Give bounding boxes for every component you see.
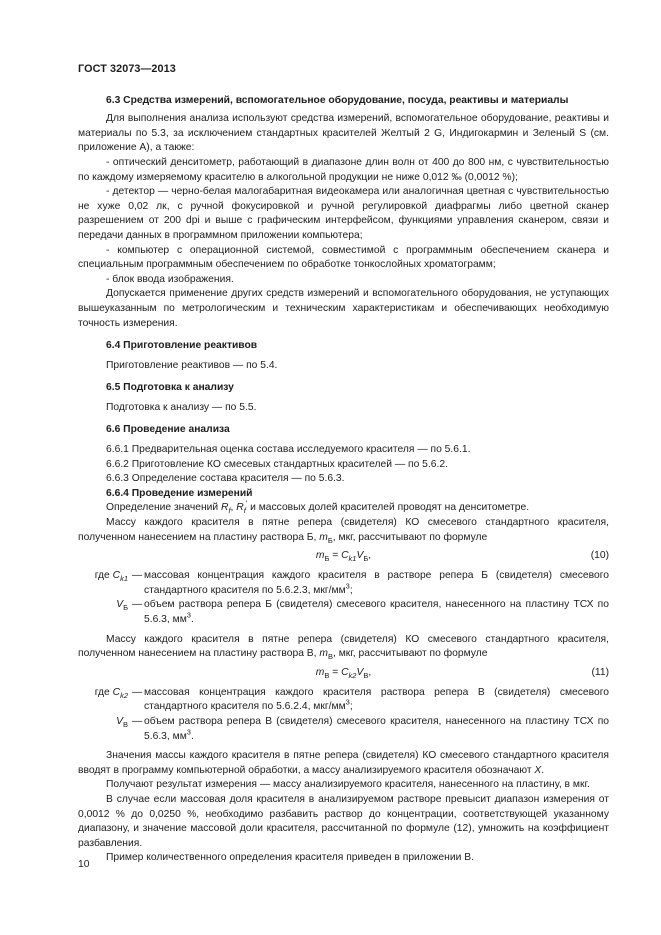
legend-symbol-ck1: где $C_{k1}$ (94, 570, 128, 584)
section-6-5-title: 6.5 Подготовка к анализу (106, 382, 234, 394)
legend-symbol-vb: $V_Б$ (116, 599, 128, 613)
formula-11-number: (11) (591, 666, 609, 678)
section-6-5-text: Подготовка к анализу — по 5.5. (106, 401, 257, 413)
mass-v-paragraph: Массу каждого красителя в пятне репера (свидетеля) КО смесевого стандартного красителя, полученном нанесением на пластину раствора В, $m_В$, мкг, рассчитывают по формуле (78, 633, 609, 662)
section-6-3-title: 6.3 Средства измерений, вспомогательное оборудование, посуда, реактивы и материалы (106, 94, 569, 106)
clause-6-6-2: 6.6.2 Приготовление КО смесевых стандартных красителей — по 5.6.2. (106, 458, 448, 470)
section-6-6-title: 6.6 Проведение анализа (106, 424, 230, 436)
computer-processing-paragraph: Значения массы каждого красителя в пятне репера (свидетеля) КО смесевого стандартного красителя вводят в программу компьютерной обработки, а массу анализируемого красителя обозначают X. (78, 750, 609, 776)
section-6-4-title: 6.4 Приготовление реактивов (106, 340, 258, 352)
formula-10-legend: где $C_{k1}$ — массовая концентрация каждого красителя в растворе репера Б (свидетеля) смесевого стандартного красителя по 5.6.2.3, мкг/$мм^3$; $V_Б$ — объем раствора репера Б (свидетеля) смесевого красителя, нанесенного на пластину ТСХ по 5.6.3, $мм^3$. (78, 569, 609, 627)
standard-header: ГОСТ 32073—2013 (78, 63, 176, 75)
formula-10-number: (10) (590, 550, 609, 562)
equipment-item-densitometer: - оптический денситометр, работающий в диапазоне длин волн от 400 до 800 нм, с чувствительностью по каждому измеряемому красителю в алкогольной продукции не ниже 0,012 ‰ (0,0012 %); (78, 156, 609, 183)
legend-symbol-vv: $V_В$ (116, 715, 128, 730)
rf-determination-paragraph: Определение значений $R_f$, $R_f'$ и массовых долей красителей проводят на денситометре. (106, 499, 530, 516)
measurement-result-paragraph: Получают результат измерения — массу анализируемого красителя, нанесенного на пластину, в мкг. (106, 779, 590, 791)
legend-text-vv: объем раствора репера В (свидетеля) смесевого красителя, нанесенного на пластину ТСХ по 5.6.3, $мм^3$. (144, 715, 609, 742)
formula-10: $m_Б = C_{k1}V_Б$, (10) (315, 550, 609, 564)
legend-text-ck1: массовая концентрация каждого красителя в растворе репера Б (свидетеля) смесевого стандартного красителя по 5.6.2.3, мкг/$мм^3$; (144, 570, 609, 596)
section-6-3-outro: Допускается применение других средств измерений и вспомогательного оборудования, не уступающих вышеуказанным по метрологическим и техническим характеристикам и обеспечивающих необходимую точность измерения. (78, 288, 609, 329)
equipment-item-detector: - детектор — черно-белая малогабаритная видеокамера или аналогичная цветная с чувствительностью не хуже 0,02 лк, с ручной фокусировкой и ручной регулировкой диафрагмы либо цветной сканер разрешением от 200 dpi и выше с графическим интерфейсом, функциями управления сканером, связи и передачи данных в программном приложении компьютера; (78, 186, 609, 241)
formula-11-legend: где $C_{k2}$ — массовая концентрация каждого красителя раствора репера В (свидетеля) смесевого стандартного красителя по 5.6.2.4, мкг/$мм^3$; $V_В$ — объем раствора репера В (свидетеля) смесевого красителя, нанесенного на пластину ТСХ по 5.6.3, $мм^3$. (78, 686, 609, 744)
section-6-3-intro: Для выполнения анализа используют средства измерений, вспомогательное оборудование, реактивы и материалы по 5.3, за исключением стандартных красителей Желтый 2 G, Индигокармин и Зеленый S (см. приложение А), а также: (78, 113, 609, 154)
clause-6-6-4-title: 6.6.4 Проведение измерений (106, 487, 253, 499)
page-number: 10 (78, 859, 90, 870)
clause-6-6-3: 6.6.3 Определение состава красителя — по 5.6.3. (106, 473, 345, 485)
example-reference-paragraph: Пример количественного определения красителя приведен в приложении В. (106, 852, 474, 864)
equipment-item-input-block: - блок ввода изображения. (106, 273, 234, 285)
section-6-4-text: Приготовление реактивов — по 5.4. (106, 359, 278, 371)
legend-text-vb: объем раствора репера Б (свидетеля) смесевого красителя, нанесенного на пластину ТСХ по 5.6.3, $мм^3$. (144, 599, 609, 625)
equipment-item-computer: - компьютер с операционной системой, совместимой с программным обеспечением сканера и специальным программным обеспечением по обработке тонкослойных хроматограмм; (78, 244, 609, 271)
dilution-paragraph: В случае если массовая доля красителя в анализируемом растворе превысит диапазон измерения от 0,0012 % до 0,0250 %, необходимо разбавить раствор до концентрации, соответствующей указанному диапазону, и значение массовой доли красителя, рассчитанной по формуле (12), умножить на коэффициент разбавления. (78, 793, 609, 849)
mass-b-paragraph: Массу каждого красителя в пятне репера (свидетеля) КО смесевого стандартного красителя, полученном нанесением на пластину раствора Б, $m_Б$, мкг, рассчитывают по формуле (78, 517, 609, 545)
legend-text-ck2: массовая концентрация каждого красителя раствора репера В (свидетеля) смесевого стандартного красителя по 5.6.2.4, мкг/$мм^3$; (144, 686, 609, 713)
clause-6-6-1: 6.6.1 Предварительная оценка состава исследуемого красителя — по 5.6.1. (106, 444, 471, 456)
legend-symbol-ck2: где $C_{k2}$ (94, 686, 128, 700)
formula-11: $m_В = C_{k2}V_В$, (11) (315, 666, 609, 680)
